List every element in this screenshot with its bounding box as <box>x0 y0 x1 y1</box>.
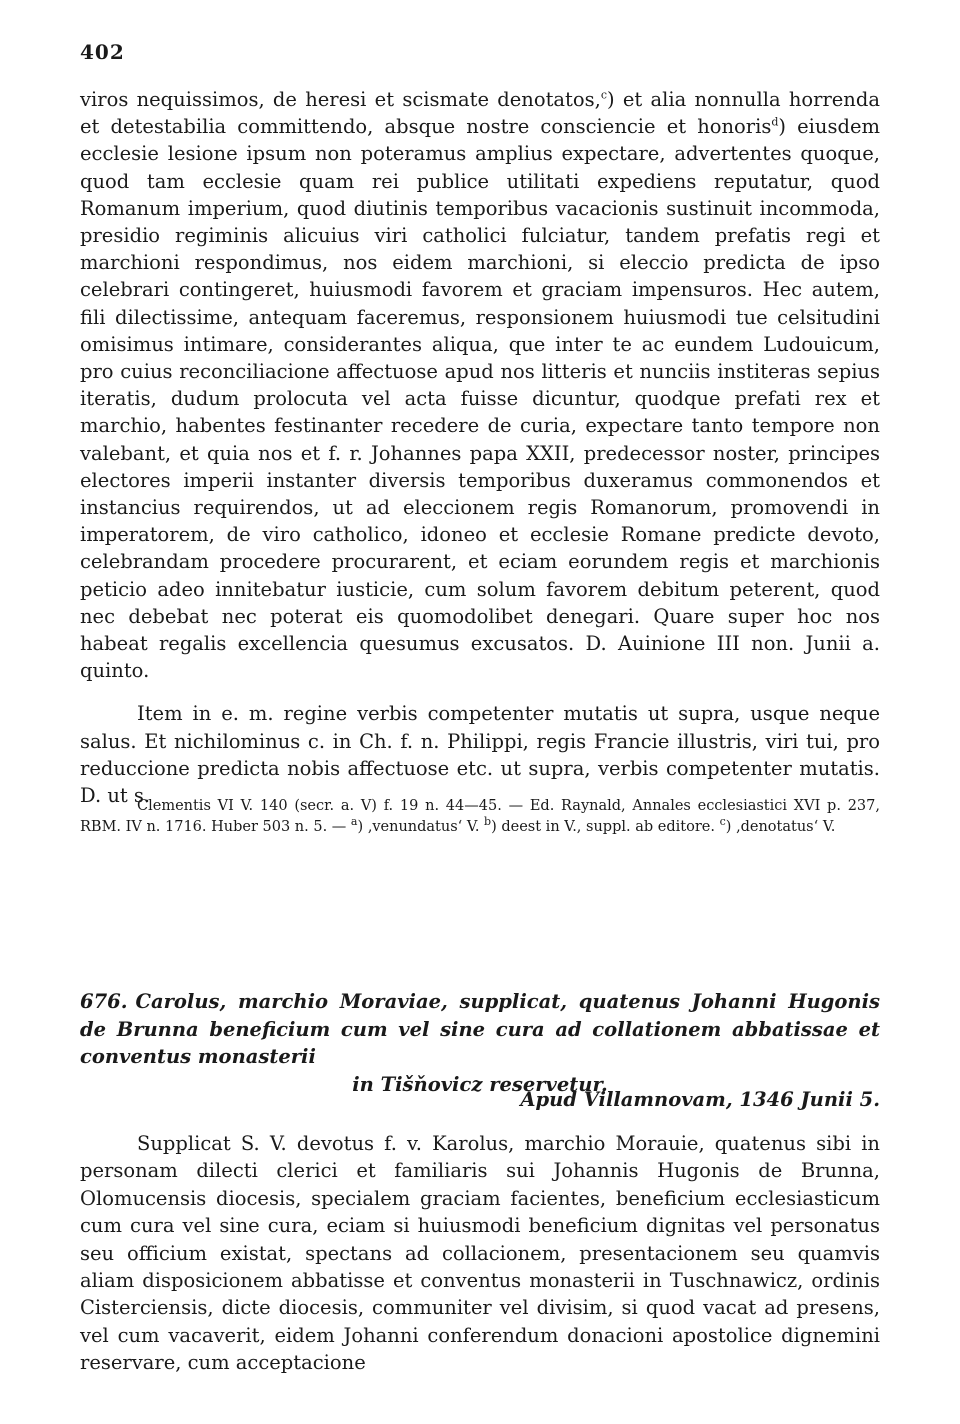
footnote-part-1: Clementis VI V. 140 (secr. a. V) f. 19 n. 44—45. — Ed. Raynald, Annales ecclesiastici XVI p. 237, RBM. IV n. 1716. Huber 503 n. 5. — <box>80 798 880 835</box>
page-number: 402 <box>80 40 125 64</box>
footnote-mark-c2: c <box>719 815 726 829</box>
entry-number: 676. <box>80 990 128 1013</box>
para1-part-2: ) et alia nonnulla horrenda et detestabilia committendo, absque nostre consciencie et honoris <box>80 88 880 139</box>
place-date: Apud Villamnovam, 1346 Junii 5. <box>520 1088 880 1111</box>
footnote-text <box>80 796 880 838</box>
footnote-mark-a: a <box>350 815 358 829</box>
paragraph-2: Item in e. m. regine verbis competenter mutatis ut supra, usque neque salus. Et nichilominus c. in Ch. f. n. Philippi, regis Francie illustris, viri tui, pro reduccione predicta nobis affectuose etc. ut supra, verbis competenter mutatis. D. ut s. <box>80 702 880 808</box>
entry-text <box>80 1130 880 1377</box>
footnote-mark-d: d <box>771 115 779 129</box>
footnote-part-3: ) deest in V., suppl. ab editore. <box>491 819 720 835</box>
entry-heading-last-line: in Tišňovicz reservetur. <box>352 1072 608 1096</box>
footnote-mark-b: b <box>484 815 492 829</box>
entry-paragraph: Supplicat S. V. devotus f. v. Karolus, marchio Morauie, quatenus sibi in personam dilecti clerici et familiaris sui Johannis Hugonis de Brunna, Olomucensis diocesis, specialem graciam facientes, beneficium ecclesiasticum cum cura vel sine cura, eciam si huiusmodi beneficium dignitas vel personatus seu officium existat, spectans ad collacionem, presentacionem seu quamvis aliam disposicionem abbatisse et conventus monasterii in Tuschnawicz, ordinis Cisterciensis, dicte diocesis, communiter vel divisim, si quod vacat ad presens, vel cum vacaverit, eidem Johanni conferendum donacioni apostolice dignemini reservare, cum acceptacione <box>80 1132 880 1375</box>
para1-part-3: ) eiusdem ecclesie lesione ipsum non poteramus amplius expectare, advertentes quoque, quod tam ecclesie quam rei publice utilitati expediens reputatur, quod Romanum imperium, quod diutinis temporibus vacacionis sustinuit incommoda, presidio regiminis alicuius viri catholici fulciatur, tandem prefatis regi et marchioni respondimus, nos eidem marchioni, si eleccio predicta de ipso celebrari contingeret, huiusmodi favorem et graciam impensuros. Hec autem, fili dilectissime, antequam faceremus, responsionem huiusmodi tue celsitudini omisimus intimare, considerantes aliqua, que inter te ac eundem Ludouicum, pro cuius reconciliacione affectuose apud nos litteris et nunciis institeras sepius iteratis, dudum prolocuta vel acta fuisse dicuntur, quodque prefati rex et marchio, habentes festinanter recedere de curia, expectare tanto tempore non valebant, et quia nos et f. r. Johannes papa XXII, predecessor noster, principes electores imperii instanter diversis temporibus duxeramus commonendos et instancius requirendos, ut ad eleccionem regis Romanorum, promovendi in imperatorem, de viro catholico, idoneo et ecclesie Romane predicte devoto, celebrandam procedere procurarent, et eciam eorundem regis et marchionis peticio adeo innitebatur iusticie, cum solum favorem debitum peterent, quod nec debebat nec poterat eis quomodolibet denegari. Quare super hoc nos habeat regalis excellencia quesumus excusatos. D. Auinione III non. Junii a. quinto. <box>80 115 880 683</box>
entry-heading <box>80 988 880 1098</box>
footnote-part-2: ) ‚venundatus‘ V. <box>357 819 485 835</box>
footnote-apparatus <box>80 796 880 838</box>
para1-part-1: viros nequissimos, de heresi et scismate denotatos, <box>80 88 601 111</box>
footnote-part-4: ) ‚denotatus‘ V. <box>725 819 836 835</box>
main-text <box>80 86 880 809</box>
footnote-mark-c: c <box>600 88 607 102</box>
paragraph-1 <box>80 86 880 684</box>
entry-heading-text: Carolus, marchio Moraviae, supplicat, quatenus Johanni Hugonis de Brunna beneficium cum vel sine cura ad collationem abbatissae et conventus monasterii <box>80 990 880 1068</box>
